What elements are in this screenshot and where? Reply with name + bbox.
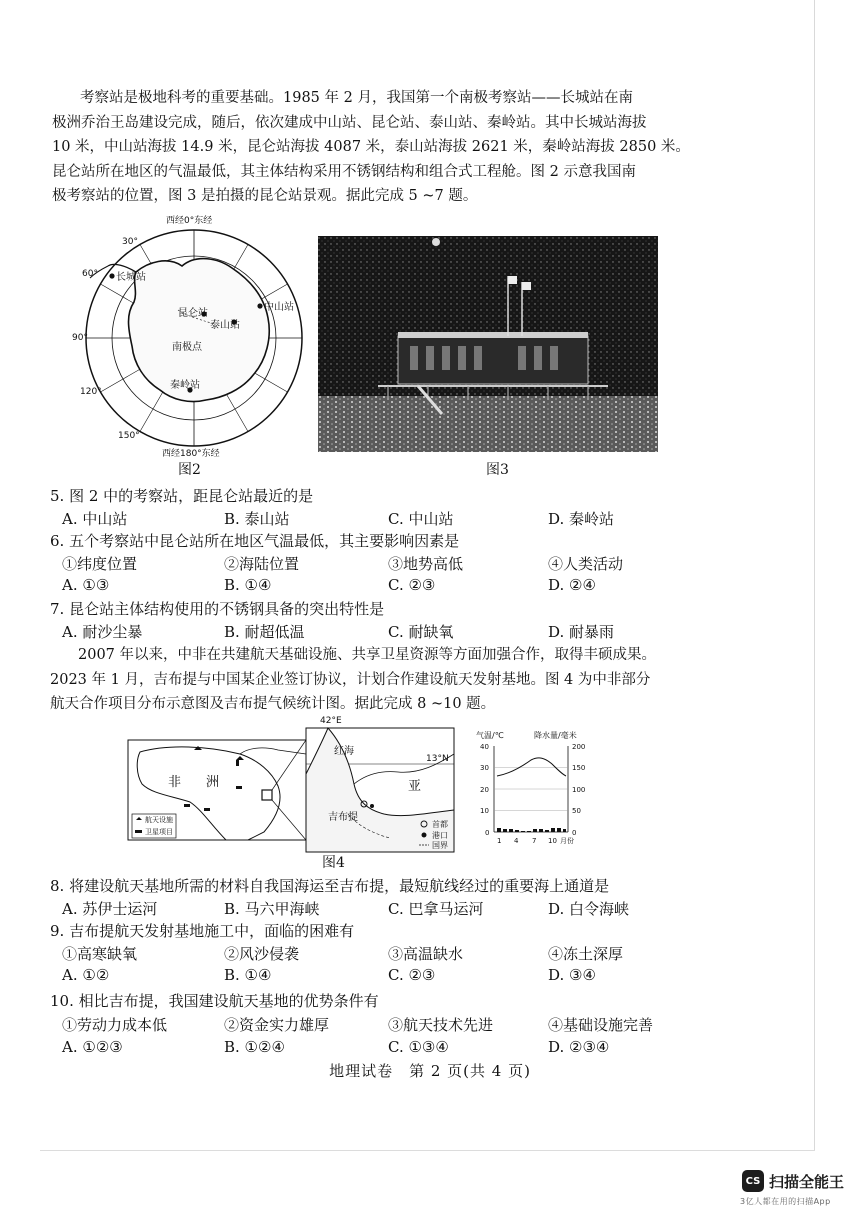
question-10-stem: 10. 相比吉布提，我国建设航天基地的优势条件有 bbox=[50, 992, 379, 1010]
option-c[interactable]: C. ②③ bbox=[388, 576, 436, 594]
passage-line: 考察站是极地科考的重要基础。1985 年 2 月，我国第一个南极考察站——长城站在南 bbox=[80, 90, 633, 106]
legend-satellite-project: 卫星项目 bbox=[145, 828, 173, 836]
figure4-caption: 图4 bbox=[322, 855, 345, 871]
passage-line: 昆仑站所在地区的气温最低，其主体结构采用不锈钢结构和组合式工程舱。图 2 示意我国南 bbox=[52, 163, 636, 180]
temp-tick: 30 bbox=[480, 764, 489, 772]
option-b[interactable]: B. 泰山站 bbox=[224, 510, 290, 528]
item-2: ②风沙侵袭 bbox=[224, 945, 300, 963]
page-footer: 地理试卷 第 2 页(共 4 页) bbox=[329, 1062, 531, 1080]
option-c[interactable]: C. ①③④ bbox=[388, 1038, 449, 1056]
question-7-stem: 7. 昆仑站主体结构使用的不锈钢具备的突出特性是 bbox=[50, 600, 385, 618]
station-changcheng-label: 长城站 bbox=[116, 272, 146, 283]
figure2-caption: 图2 bbox=[178, 462, 201, 478]
option-d[interactable]: D. ②④ bbox=[548, 576, 596, 594]
figure4-maps-and-climate bbox=[128, 714, 628, 870]
station-taishan-label: 泰山站 bbox=[210, 320, 240, 331]
africa-label-1: 非 bbox=[168, 775, 182, 790]
legend-capital: 首都 bbox=[432, 820, 448, 829]
question-9-stem: 9. 吉布提航天发射基地施工中，面临的困难有 bbox=[50, 922, 355, 940]
question-8-stem: 8. 将建设航天基地所需的材料自我国海运至吉布提，最短航线经过的重要海上通道是 bbox=[50, 877, 610, 895]
djibouti-label: 吉布提 bbox=[328, 812, 358, 823]
temp-tick: 0 bbox=[485, 829, 490, 837]
option-d[interactable]: D. ②③④ bbox=[548, 1038, 610, 1056]
lat-13n-label: 13°N bbox=[426, 754, 449, 764]
option-c[interactable]: C. 中山站 bbox=[388, 510, 454, 528]
option-b[interactable]: B. ①④ bbox=[224, 576, 272, 594]
station-kunlun-label: 昆仑站 bbox=[178, 308, 208, 319]
passage-antarctic bbox=[52, 86, 722, 209]
station-zhongshan-label: 中山站 bbox=[264, 302, 294, 313]
option-a[interactable]: A. ①② bbox=[62, 966, 110, 984]
option-c[interactable]: C. ②③ bbox=[388, 966, 436, 984]
option-d[interactable]: D. 秦岭站 bbox=[548, 510, 615, 528]
lon-30-label: 30° bbox=[122, 237, 138, 247]
station-qinling-label: 秦岭站 bbox=[170, 380, 200, 391]
south-pole-label: 南极点 bbox=[172, 342, 202, 353]
temp-tick: 40 bbox=[480, 743, 489, 751]
precip-tick: 150 bbox=[572, 764, 586, 772]
option-b[interactable]: B. ①②④ bbox=[224, 1038, 285, 1056]
option-c[interactable]: C. 耐缺氧 bbox=[388, 623, 454, 641]
item-4: ④人类活动 bbox=[548, 555, 624, 573]
legend-space-facility: 航天设施 bbox=[145, 816, 173, 824]
map-top-label: 西经0°东经 bbox=[166, 216, 213, 226]
option-a[interactable]: A. 耐沙尘暴 bbox=[62, 623, 143, 641]
item-1: ①纬度位置 bbox=[62, 555, 138, 573]
option-a[interactable]: A. ①②③ bbox=[62, 1038, 123, 1056]
item-4: ④基础设施完善 bbox=[548, 1016, 654, 1034]
passage-line: 2007 年以来，中非在共建航天基础设施、共享卫星资源等方面加强合作，取得丰硕成果。 bbox=[78, 647, 657, 663]
africa-label-2: 洲 bbox=[206, 775, 220, 790]
option-d[interactable]: D. 耐暴雨 bbox=[548, 623, 615, 641]
temp-tick: 10 bbox=[480, 807, 489, 815]
item-4: ④冻土深厚 bbox=[548, 945, 624, 963]
option-b[interactable]: B. 耐超低温 bbox=[224, 623, 305, 641]
option-b[interactable]: B. ①④ bbox=[224, 966, 272, 984]
scanner-tagline: 3亿人都在用的扫描App bbox=[740, 1197, 831, 1206]
option-d[interactable]: D. ③④ bbox=[548, 966, 596, 984]
option-a[interactable]: A. 中山站 bbox=[62, 510, 128, 528]
option-d[interactable]: D. 白令海峡 bbox=[548, 900, 630, 918]
precip-axis-title: 降水量/毫米 bbox=[534, 731, 577, 740]
option-c[interactable]: C. 巴拿马运河 bbox=[388, 900, 484, 918]
item-3: ③高温缺水 bbox=[388, 945, 464, 963]
item-3: ③地势高低 bbox=[388, 555, 464, 573]
lon-60-label: 60° bbox=[82, 269, 98, 279]
scanner-watermark bbox=[742, 1170, 844, 1192]
question-5-stem: 5. 图 2 中的考察站，距昆仑站最近的是 bbox=[50, 487, 314, 505]
month-tick: 4 bbox=[514, 837, 519, 845]
item-1: ①劳动力成本低 bbox=[62, 1016, 168, 1034]
lon-120-label: 120° bbox=[80, 387, 102, 397]
red-sea-label: 红海 bbox=[334, 746, 354, 757]
item-1: ①高寒缺氧 bbox=[62, 945, 138, 963]
precip-tick: 200 bbox=[572, 743, 586, 751]
legend-border: 国界 bbox=[432, 841, 448, 850]
month-tick: 1 bbox=[497, 837, 502, 845]
month-unit: 月份 bbox=[560, 837, 574, 845]
figure3-caption: 图3 bbox=[486, 462, 509, 478]
lon-90-label: 90° bbox=[72, 333, 88, 343]
passage-line: 2023 年 1 月，吉布提与中国某企业签订协议，计划合作建设航天发射基地。图 4 为中非部分 bbox=[50, 671, 651, 688]
precip-tick: 100 bbox=[572, 786, 586, 794]
map-bottom-label: 西经180°东经 bbox=[162, 449, 220, 459]
passage-line: 10 米，中山站海拔 14.9 米，昆仑站海拔 4087 米，泰山站海拔 2621 米，秦岭站海拔 2850 米。 bbox=[52, 139, 690, 155]
temp-tick: 20 bbox=[480, 786, 489, 794]
kunlun-station-photo bbox=[318, 236, 658, 452]
scanner-app-name: 扫描全能王 bbox=[769, 1172, 845, 1191]
passage-line: 航天合作项目分布示意图及吉布提气候统计图。据此完成 8 ~10 题。 bbox=[50, 696, 496, 712]
option-b[interactable]: B. 马六甲海峡 bbox=[224, 900, 320, 918]
passage-line: 极考察站的位置，图 3 是拍摄的昆仑站景观。据此完成 5 ~7 题。 bbox=[52, 188, 478, 204]
passage-line: 极洲乔治王岛建设完成，随后，依次建成中山站、昆仑站、泰山站、秦岭站。其中长城站海拔 bbox=[52, 114, 647, 131]
lon-150-label: 150° bbox=[118, 431, 140, 441]
passage-space-cooperation bbox=[50, 643, 720, 717]
item-3: ③航天技术先进 bbox=[388, 1016, 494, 1034]
option-a[interactable]: A. ①③ bbox=[62, 576, 110, 594]
option-a[interactable]: A. 苏伊士运河 bbox=[62, 900, 158, 918]
legend-port: 港口 bbox=[432, 831, 448, 840]
page-edge-right bbox=[814, 0, 815, 1150]
question-6-stem: 6. 五个考察站中昆仑站所在地区气温最低，其主要影响因素是 bbox=[50, 532, 460, 550]
precip-tick: 0 bbox=[572, 829, 577, 837]
camscanner-logo-icon: CS bbox=[742, 1170, 764, 1192]
month-tick: 10 bbox=[548, 837, 557, 845]
page-edge-bottom bbox=[40, 1150, 815, 1151]
antarctica-polar-map bbox=[72, 214, 310, 459]
precip-tick: 50 bbox=[572, 807, 581, 815]
item-2: ②资金实力雄厚 bbox=[224, 1016, 330, 1034]
asia-label: 亚 bbox=[408, 779, 422, 794]
temp-axis-title: 气温/℃ bbox=[476, 731, 504, 740]
lon-42e-label: 42°E bbox=[320, 716, 342, 726]
item-2: ②海陆位置 bbox=[224, 555, 300, 573]
month-tick: 7 bbox=[532, 837, 537, 845]
